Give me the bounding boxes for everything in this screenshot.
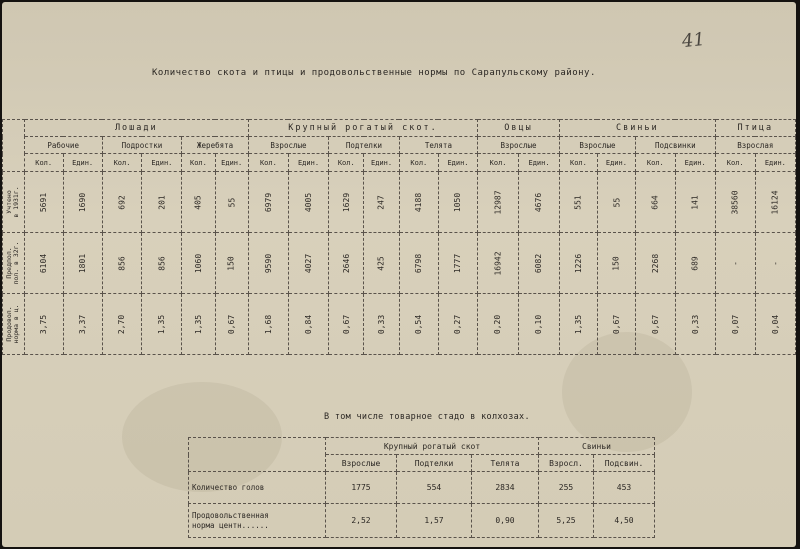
table-cell: 12987 xyxy=(478,172,519,233)
table-cell: 0,67 xyxy=(329,294,364,355)
table-cell: 664 xyxy=(635,172,675,233)
table-cell: 6082 xyxy=(519,233,560,294)
livestock-table xyxy=(2,119,796,355)
table-cell: 0,33 xyxy=(364,294,399,355)
table-cell: 0,67 xyxy=(597,294,635,355)
unit-header: Един. xyxy=(63,154,102,172)
table-cell: 1,35 xyxy=(142,294,182,355)
row-label: Продовольственная норма центн...... xyxy=(189,504,326,538)
group-header: Овцы xyxy=(478,120,560,137)
table-cell: 0,67 xyxy=(635,294,675,355)
table-cell: 1060 xyxy=(182,233,215,294)
group-header: Свиньи xyxy=(539,438,655,455)
table-cell: 6104 xyxy=(24,233,63,294)
unit-header: Кол. xyxy=(24,154,63,172)
document-title: Количество скота и птицы и продовольственные нормы по Сарапульскому району. xyxy=(152,68,596,78)
table-cell: 692 xyxy=(102,172,142,233)
table-cell: - xyxy=(715,233,755,294)
table-cell: 1,57 xyxy=(397,504,472,538)
corner-cell xyxy=(3,120,25,172)
subgroup-header: Взрослые xyxy=(559,137,635,154)
table-row xyxy=(3,233,796,294)
table-cell: 4,50 xyxy=(594,504,655,538)
table-cell: 2,70 xyxy=(102,294,142,355)
table-cell: 9590 xyxy=(248,233,288,294)
table-cell: 551 xyxy=(559,172,597,233)
unit-header: Кол. xyxy=(559,154,597,172)
table-row xyxy=(189,472,655,504)
column-header: Подсвин. xyxy=(594,455,655,472)
table-cell: 1801 xyxy=(63,233,102,294)
table-cell: 2,52 xyxy=(326,504,397,538)
group-header: Крупный рогатый скот xyxy=(326,438,539,455)
table-cell: 1050 xyxy=(438,172,477,233)
table-cell: 0,90 xyxy=(472,504,539,538)
table-cell: 3,37 xyxy=(63,294,102,355)
table-row xyxy=(3,294,796,355)
column-header: Телята xyxy=(472,455,539,472)
subgroup-header: Взрослые xyxy=(478,137,560,154)
unit-header: Кол. xyxy=(248,154,288,172)
unit-header: Кол. xyxy=(399,154,438,172)
unit-header: Един. xyxy=(142,154,182,172)
table-cell: 55 xyxy=(215,172,248,233)
document-sheet xyxy=(2,2,796,547)
table-cell: 1775 xyxy=(326,472,397,504)
row-label: Количество голов xyxy=(189,472,326,504)
table-cell: 3,75 xyxy=(24,294,63,355)
unit-header: Кол. xyxy=(102,154,142,172)
unit-header: Кол. xyxy=(715,154,755,172)
subgroup-header: Взрослая xyxy=(715,137,795,154)
table-cell: 1,68 xyxy=(248,294,288,355)
table-cell: 0,67 xyxy=(215,294,248,355)
group-header: Крупный рогатый скот. xyxy=(248,120,477,137)
table-cell: 554 xyxy=(397,472,472,504)
table-cell: 6798 xyxy=(399,233,438,294)
table-cell: 4027 xyxy=(288,233,328,294)
table-cell: 38560 xyxy=(715,172,755,233)
unit-header: Един. xyxy=(755,154,795,172)
table-cell: 0,84 xyxy=(288,294,328,355)
table-cell: 6979 xyxy=(248,172,288,233)
subgroup-header: Жеребята xyxy=(182,137,249,154)
subgroup-header: Взрослые xyxy=(248,137,328,154)
table-cell: 255 xyxy=(539,472,594,504)
row-label: Продовол. норма в ц. xyxy=(3,294,25,355)
table-cell: 16942 xyxy=(478,233,519,294)
table-cell: 5,25 xyxy=(539,504,594,538)
subgroup-header: Подсвинки xyxy=(635,137,715,154)
table-cell: 1629 xyxy=(329,172,364,233)
table-cell: 2834 xyxy=(472,472,539,504)
row-label: Предпол. пол. в 32г. xyxy=(3,233,25,294)
table-cell: 856 xyxy=(102,233,142,294)
table-cell: 1777 xyxy=(438,233,477,294)
table-cell: 0,54 xyxy=(399,294,438,355)
group-header: Свиньи xyxy=(559,120,715,137)
table-row xyxy=(189,504,655,538)
collective-farm-table xyxy=(188,437,655,538)
unit-header: Един. xyxy=(288,154,328,172)
group-header: Птица xyxy=(715,120,795,137)
table-cell: 201 xyxy=(142,172,182,233)
table-cell: 856 xyxy=(142,233,182,294)
table-row xyxy=(3,172,796,233)
unit-header: Един. xyxy=(519,154,560,172)
unit-header: Един. xyxy=(364,154,399,172)
table-cell: 0,10 xyxy=(519,294,560,355)
table-cell: 453 xyxy=(594,472,655,504)
table-cell: - xyxy=(755,233,795,294)
subgroup-header: Подростки xyxy=(102,137,182,154)
subgroup-header: Телята xyxy=(399,137,477,154)
table-cell: 150 xyxy=(597,233,635,294)
group-header: Лошади xyxy=(24,120,248,137)
table-cell: 4005 xyxy=(288,172,328,233)
unit-header: Кол. xyxy=(635,154,675,172)
corner-cell xyxy=(189,438,326,472)
table-cell: 16124 xyxy=(755,172,795,233)
table-cell: 0,07 xyxy=(715,294,755,355)
table-cell: 2646 xyxy=(329,233,364,294)
subgroup-header: Рабочие xyxy=(24,137,102,154)
table-cell: 425 xyxy=(364,233,399,294)
table-cell: 150 xyxy=(215,233,248,294)
table-cell: 5691 xyxy=(24,172,63,233)
table-cell: 0,04 xyxy=(755,294,795,355)
subgroup-header: Подтелки xyxy=(329,137,400,154)
unit-header: Един. xyxy=(675,154,715,172)
table-cell: 2268 xyxy=(635,233,675,294)
table-cell: 55 xyxy=(597,172,635,233)
unit-header: Един. xyxy=(438,154,477,172)
section-subtitle: В том числе товарное стадо в колхозах. xyxy=(324,412,530,422)
table-cell: 0,27 xyxy=(438,294,477,355)
table-cell: 141 xyxy=(675,172,715,233)
column-header: Взросл. xyxy=(539,455,594,472)
column-header: Подтелки xyxy=(397,455,472,472)
table-cell: 1226 xyxy=(559,233,597,294)
table-cell: 1,35 xyxy=(559,294,597,355)
table-cell: 0,33 xyxy=(675,294,715,355)
table-cell: 0,20 xyxy=(478,294,519,355)
table-cell: 4676 xyxy=(519,172,560,233)
unit-header: Един. xyxy=(597,154,635,172)
table-cell: 4188 xyxy=(399,172,438,233)
table-cell: 247 xyxy=(364,172,399,233)
table-cell: 1,35 xyxy=(182,294,215,355)
table-cell: 405 xyxy=(182,172,215,233)
unit-header: Кол. xyxy=(182,154,215,172)
table-cell: 1690 xyxy=(63,172,102,233)
unit-header: Кол. xyxy=(478,154,519,172)
row-label: Учтено в 1931г. xyxy=(3,172,25,233)
unit-header: Кол. xyxy=(329,154,364,172)
table-cell: 689 xyxy=(675,233,715,294)
unit-header: Един. xyxy=(215,154,248,172)
page-number: 41 xyxy=(680,28,706,53)
column-header: Взрослые xyxy=(326,455,397,472)
